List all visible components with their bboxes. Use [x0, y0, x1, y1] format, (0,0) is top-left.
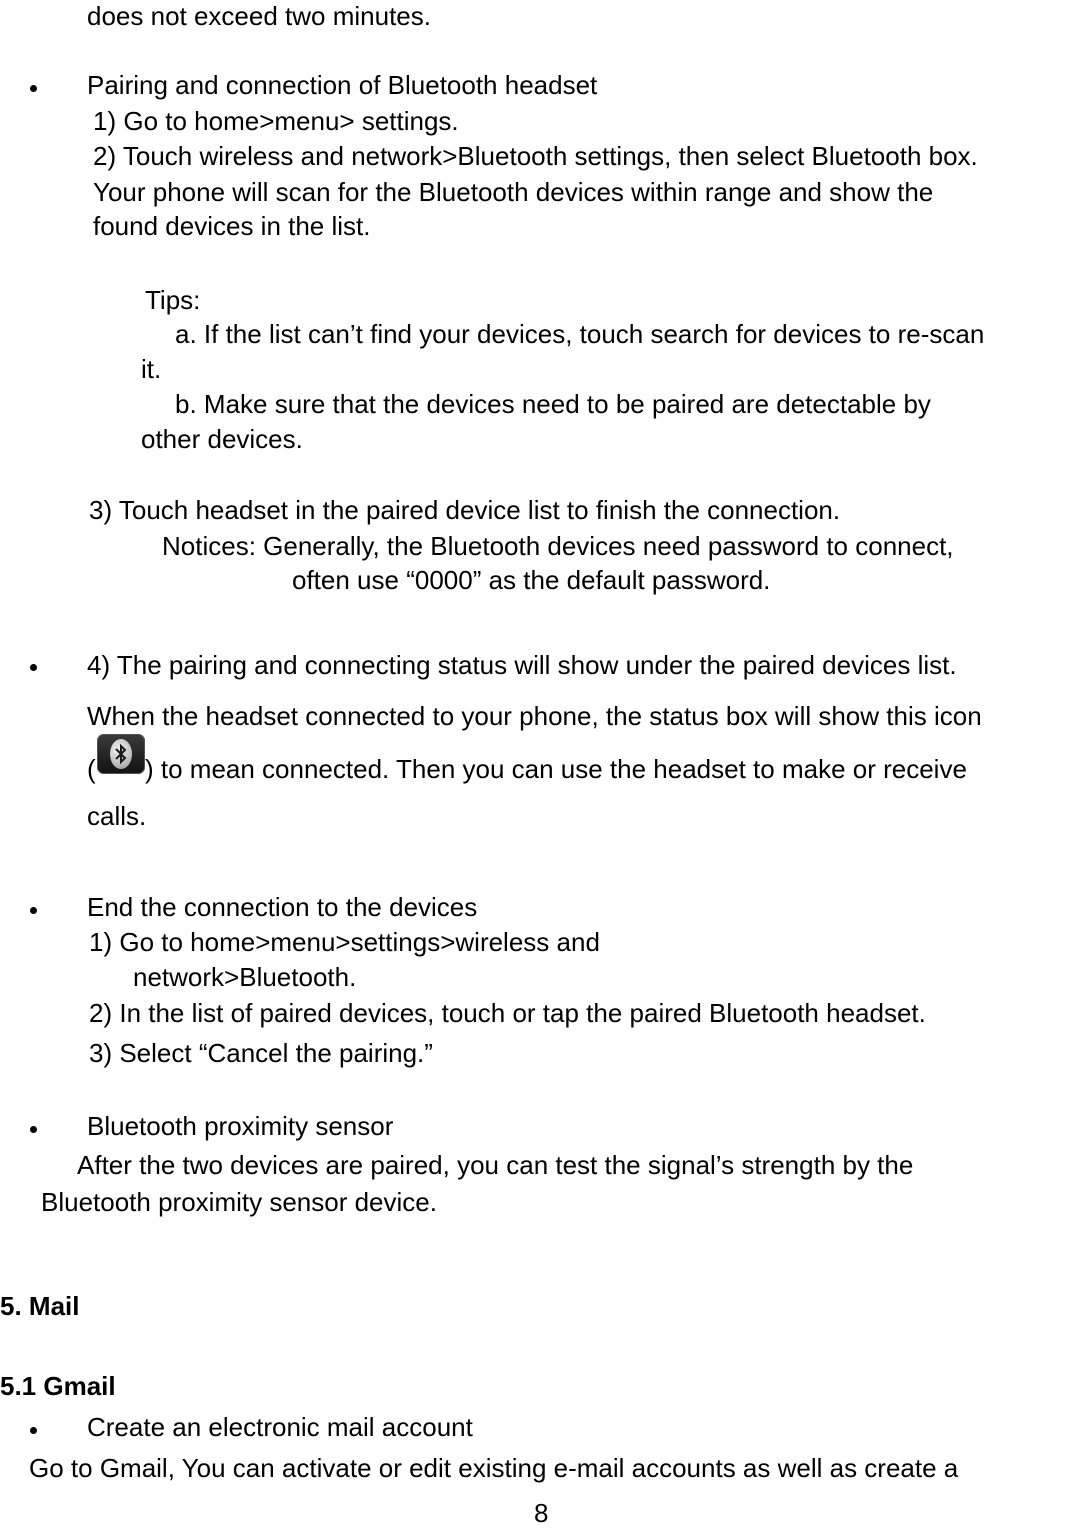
end-step-3: 3) Select “Cancel the pairing.” — [89, 1038, 433, 1068]
page-number: 8 — [534, 1498, 549, 1528]
pairing-step-2-line-1: 2) Touch wireless and network>Bluetooth settings, then select Bluetooth box. — [93, 141, 978, 171]
bullet-icon — [30, 85, 37, 92]
pairing-heading: Pairing and connection of Bluetooth headset — [87, 70, 598, 100]
status-line-2: When the headset connected to your phone, the status box will show this icon — [87, 701, 982, 731]
tip-a-line-2: it. — [141, 354, 162, 384]
bullet-icon — [30, 907, 37, 914]
status-line-1: 4) The pairing and connecting status will show under the paired devices list. — [87, 650, 957, 680]
pairing-step-2-line-3: found devices in the list. — [93, 211, 371, 241]
status-open-paren: ( — [87, 754, 96, 784]
proximity-heading: Bluetooth proximity sensor — [87, 1111, 394, 1141]
status-line-3: ) to mean connected. Then you can use the headset to make or receive — [145, 754, 967, 784]
tip-b-line-1: b. Make sure that the devices need to be paired are detectable by — [175, 389, 931, 419]
bullet-icon — [30, 1126, 37, 1133]
end-step-1-line-2: network>Bluetooth. — [133, 962, 357, 992]
pairing-step-3: 3) Touch headset in the paired device list to finish the connection. — [89, 495, 841, 525]
bullet-icon — [30, 1427, 37, 1434]
tip-a-line-1: a. If the list can’t find your devices, touch search for devices to re-scan — [175, 319, 985, 349]
end-step-2: 2) In the list of paired devices, touch or tap the paired Bluetooth headset. — [89, 998, 926, 1028]
notice-line-1: Notices: Generally, the Bluetooth devices need password to connect, — [162, 531, 954, 561]
pairing-step-1: 1) Go to home>menu> settings. — [93, 106, 459, 136]
notice-line-2: often use “0000” as the default password. — [292, 565, 771, 595]
subsection-title: 5.1 Gmail — [0, 1371, 116, 1401]
end-step-1-line-1: 1) Go to home>menu>settings>wireless and — [89, 927, 600, 957]
section-title: 5. Mail — [0, 1291, 80, 1321]
bullet-icon — [30, 664, 37, 671]
status-line-4: calls. — [87, 801, 147, 831]
bluetooth-icon — [97, 734, 145, 774]
proximity-line-2: Bluetooth proximity sensor device. — [41, 1187, 437, 1217]
end-connection-heading: End the connection to the devices — [87, 892, 478, 922]
pairing-step-2-line-2: Your phone will scan for the Bluetooth devices within range and show the — [93, 177, 934, 207]
intro-line: does not exceed two minutes. — [87, 1, 431, 31]
tip-b-line-2: other devices. — [141, 424, 303, 454]
mail-line-1: Go to Gmail, You can activate or edit existing e-mail accounts as well as create a — [29, 1453, 959, 1483]
tips-label: Tips: — [145, 285, 201, 315]
proximity-line-1: After the two devices are paired, you can test the signal’s strength by the — [77, 1150, 914, 1180]
mail-bullet: Create an electronic mail account — [87, 1412, 473, 1442]
